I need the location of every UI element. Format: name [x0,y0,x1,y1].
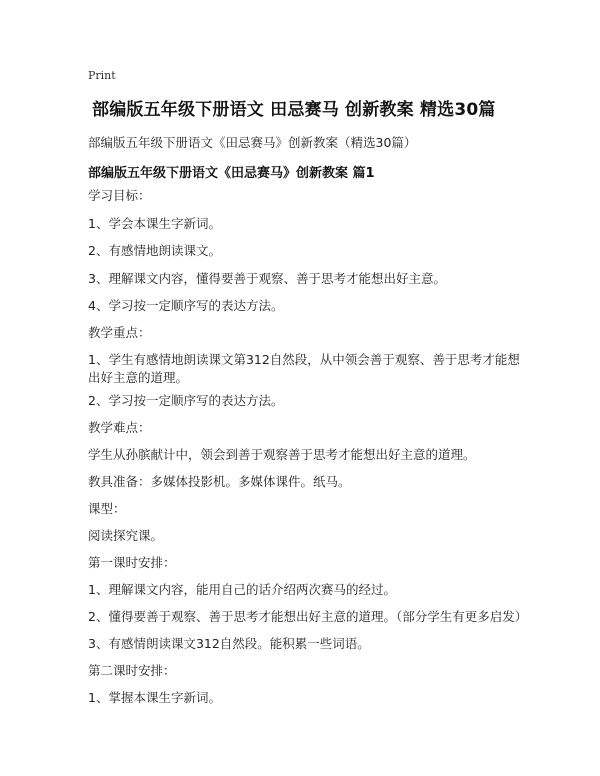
paragraph: 4、学习按一定顺序写的表达方法。 [88,298,284,313]
paragraph: 阅读探究课。 [88,528,164,543]
paragraph: 2、学习按一定顺序写的表达方法。 [88,393,284,408]
document-title: 部编版五年级下册语文 田忌赛马 创新教案 精选30篇 [92,100,496,120]
paragraph: 学生从孙膑献计中，领会到善于观察善于思考才能想出好主意的道理。 [88,447,476,462]
paragraph: 1、学会本课生字新词。 [88,216,221,231]
paragraph: 教学难点： [88,420,151,435]
paragraph: 教学重点： [88,325,151,340]
paragraph: 1、学生有感情地朗读课文第312自然段，从中领会善于观察、善于思考才能想出好主意的道理。 [88,352,520,385]
paragraph: 课型： [88,501,126,516]
paragraph: 1、理解课文内容，能用自己的话介绍两次赛马的经过。 [88,582,396,597]
paragraph: 1、掌握本课生字新词。 [88,690,221,705]
document-subtitle: 部编版五年级下册语文《田忌赛马》创新教案（精选30篇） [88,135,417,150]
print-link[interactable]: Print [88,69,116,82]
paragraph: 2、懂得要善于观察、善于思考才能想出好主意的道理。（部分学生有更多启发） [88,609,528,624]
paragraph: 3、理解课文内容，懂得要善于观察、善于思考才能想出好主意。 [88,271,446,286]
paragraph: 教具准备：多媒体投影机。多媒体课件。纸马。 [88,474,351,489]
paragraph: 学习目标： [88,188,151,203]
section-heading: 部编版五年级下册语文《田忌赛马》创新教案 篇1 [88,166,375,181]
paragraph: 2、有感情地朗读课文。 [88,243,221,258]
paragraph: 3、有感情朗读课文312自然段。能积累一些词语。 [88,636,370,651]
paragraph: 第一课时安排： [88,555,176,570]
paragraph: 第二课时安排： [88,663,176,678]
